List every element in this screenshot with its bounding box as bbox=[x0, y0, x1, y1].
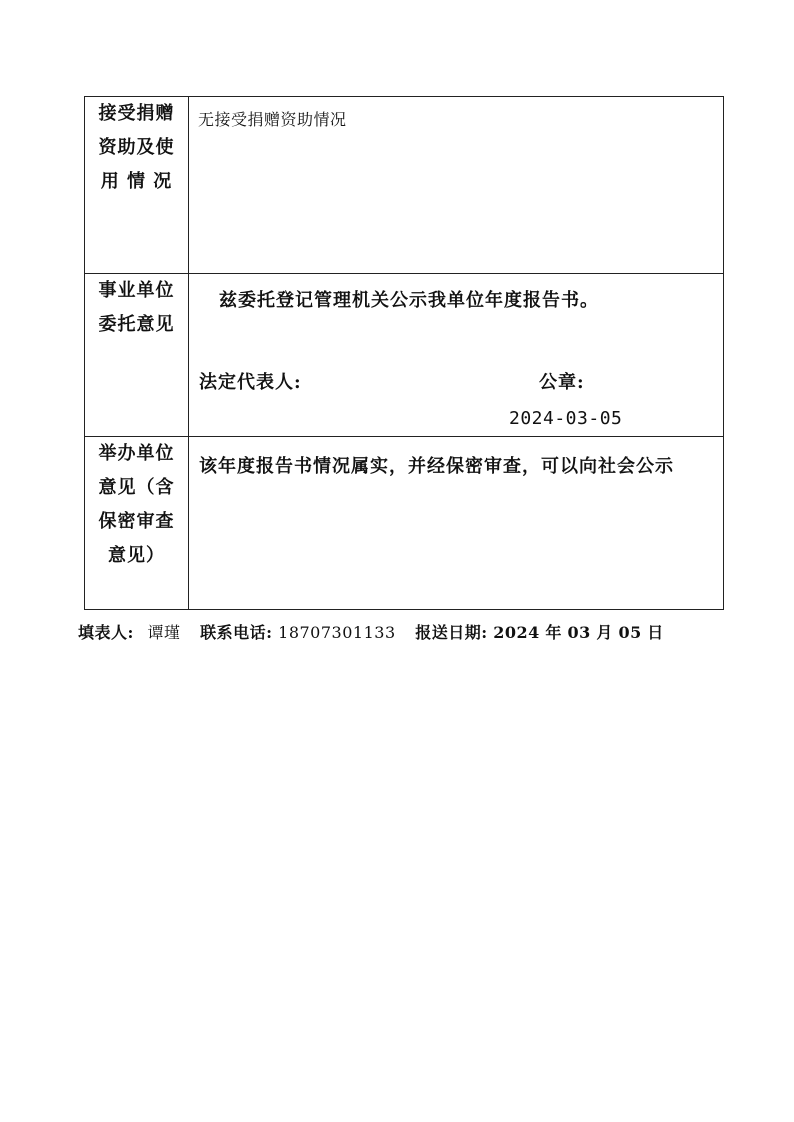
donation-label-line: 资助及使 bbox=[98, 137, 175, 158]
sponsor-label-line: 举办单位 bbox=[98, 443, 175, 464]
filler-name: 谭瑾 bbox=[147, 623, 181, 642]
donation-label-line: 用 情 况 bbox=[100, 171, 173, 192]
donation-label-line: 接受捐赠 bbox=[98, 103, 175, 124]
phone-label: 联系电话: bbox=[200, 623, 273, 642]
sponsor-label bbox=[85, 437, 189, 610]
donation-content: 无接受捐赠资助情况 bbox=[198, 110, 347, 129]
sponsor-label-line: 意见（含 bbox=[98, 477, 175, 498]
entrust-statement: 兹委托登记管理机关公示我单位年度报告书。 bbox=[219, 290, 599, 311]
official-seal-label: 公章: bbox=[539, 372, 585, 393]
sponsor-content-cell bbox=[189, 437, 724, 610]
entrust-row bbox=[85, 274, 724, 437]
sponsor-label-line: 保密审查 bbox=[98, 511, 175, 532]
entrust-label-line: 委托意见 bbox=[98, 314, 175, 335]
submit-date-day: 05 bbox=[618, 623, 642, 642]
sponsor-row bbox=[85, 437, 724, 610]
annual-report-table bbox=[84, 96, 724, 610]
entrust-label bbox=[85, 274, 189, 437]
day-char: 日 bbox=[647, 623, 664, 642]
donation-label bbox=[85, 97, 189, 274]
report-footer bbox=[78, 620, 664, 643]
donation-row bbox=[85, 97, 724, 274]
year-char: 年 bbox=[545, 623, 562, 642]
entrust-content-cell bbox=[189, 274, 724, 437]
legal-representative-label: 法定代表人: bbox=[199, 372, 302, 393]
submit-date-year: 2024 bbox=[493, 623, 540, 642]
month-char: 月 bbox=[596, 623, 613, 642]
entrust-label-line: 事业单位 bbox=[98, 280, 175, 301]
submit-date-month: 03 bbox=[567, 623, 591, 642]
filler-label: 填表人: bbox=[78, 623, 134, 642]
submit-date-label: 报送日期: bbox=[415, 623, 488, 642]
donation-content-cell bbox=[189, 97, 724, 274]
sponsor-label-line: 意见） bbox=[108, 545, 165, 566]
sponsor-opinion: 该年度报告书情况属实，并经保密审查，可以向社会公示 bbox=[199, 456, 674, 477]
phone-number: 18707301133 bbox=[278, 623, 396, 642]
entrust-date: 2024-03-05 bbox=[509, 408, 623, 429]
